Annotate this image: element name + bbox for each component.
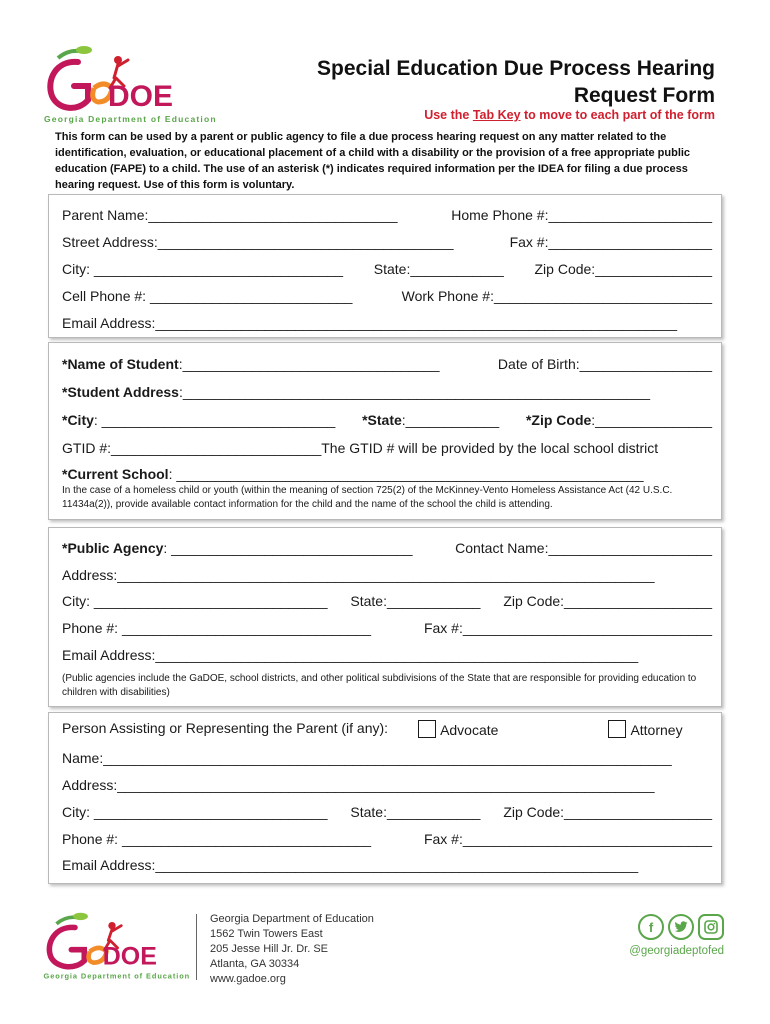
- date-of-birth-field[interactable]: Date of Birth:_________________: [497, 356, 712, 372]
- student-row-3: [62, 412, 712, 428]
- assistant-heading: Person Assisting or Representing the Parent (if any):: [62, 720, 389, 736]
- home-phone-field[interactable]: Home Phone #:_____________________: [451, 207, 712, 223]
- assistant-phone-field[interactable]: Phone #: ________________________________: [62, 831, 372, 847]
- assistant-city-field[interactable]: City: ______________________________: [62, 804, 328, 820]
- footer-divider: [196, 914, 197, 980]
- parent-name-field[interactable]: Parent Name:________________________________: [62, 207, 398, 223]
- assistant-row-4: [62, 804, 712, 820]
- email-field[interactable]: Email Address:___________________________________________________________________: [62, 315, 678, 331]
- gtid-field[interactable]: GTID #:___________________________The GTID # will be provided by the local school district: [62, 440, 659, 456]
- agency-zip-field[interactable]: Zip Code:___________________: [503, 593, 712, 609]
- assistant-address-field[interactable]: Address:_____________________________________________________________________: [62, 777, 655, 793]
- gadoe-footer-logo: [38, 908, 191, 984]
- assistant-row-2: [62, 750, 712, 766]
- public-agency-note: (Public agencies include the GaDOE, school districts, and other political subdivisions of the State that are responsible for providing education to children with disabilities): [62, 673, 697, 698]
- public-agency-field[interactable]: *Public Agency: _______________________________: [62, 540, 413, 556]
- facebook-icon[interactable]: f: [638, 914, 664, 940]
- assistant-row-3: [62, 777, 712, 793]
- parent-row-5: [62, 315, 712, 331]
- student-state-field[interactable]: *State:____________: [362, 412, 500, 428]
- intro-paragraph: This form can be used by a parent or public agency to file a due process hearing request on any matter related to the identification, evaluation, or educational placement of a child with a disability or the provision of a free appropriate public education (FAPE) to a child. The use of an asterisk (*) indicates required information per the IDEA for filing a due process hearing request. Use of this form is voluntary.: [55, 131, 691, 191]
- student-city-field[interactable]: *City: ______________________________: [62, 412, 336, 428]
- assistant-state-field[interactable]: State:____________: [350, 804, 481, 820]
- tab-key-hint: Use the Tab Key to move to each part of the form: [424, 108, 715, 122]
- social-links: [638, 914, 724, 940]
- state-field[interactable]: State:____________: [373, 261, 504, 277]
- attorney-option[interactable]: Attorney: [608, 720, 682, 738]
- agency-city-field[interactable]: City: ______________________________: [62, 593, 328, 609]
- agency-row-1: [62, 540, 712, 556]
- gadoe-logo: [38, 40, 217, 130]
- instagram-icon[interactable]: [698, 914, 724, 940]
- student-address-field[interactable]: *Student Address:____________________________________________________________: [62, 384, 651, 400]
- assistant-email-field[interactable]: Email Address:______________________________________________________________: [62, 857, 639, 873]
- agency-address-field[interactable]: Address:_____________________________________________________________________: [62, 567, 655, 583]
- social-handle[interactable]: @georgiadeptofed: [629, 945, 724, 957]
- homeless-note: In the case of a homeless child or youth (within the meaning of section 725(2) of the McKinney-Vento Homeless Assistance Act (42 U.S.C. 11434a(2)), provide available contact information for the child and the name of the school the child is attending.: [62, 485, 673, 510]
- assistant-row-1: [62, 720, 712, 738]
- agency-state-field[interactable]: State:____________: [350, 593, 481, 609]
- parent-row-1: [62, 207, 712, 223]
- footer-address: Georgia Department of Education 1562 Twin Towers East 205 Jesse Hill Jr. Dr. SE Atlanta, GA 30334 www.gadoe.org: [210, 913, 374, 985]
- parent-row-4: [62, 288, 712, 304]
- cell-phone-field[interactable]: Cell Phone #: __________________________: [62, 288, 353, 304]
- student-row-5: [62, 466, 712, 482]
- contact-name-field[interactable]: Contact Name:_____________________: [455, 540, 712, 556]
- agency-row-4: [62, 620, 712, 636]
- street-address-field[interactable]: Street Address:______________________________________: [62, 234, 454, 250]
- city-field[interactable]: City: ________________________________: [62, 261, 344, 277]
- advocate-option[interactable]: Advocate: [418, 720, 498, 738]
- current-school-field[interactable]: *Current School: ____________________________________________________________: [62, 466, 644, 482]
- svg-text:DOE: DOE: [102, 942, 157, 971]
- student-row-4: [62, 440, 712, 456]
- form-title: Special Education Due Process Hearing Request Form: [317, 57, 715, 107]
- student-row-2: [62, 384, 712, 400]
- assistant-fax-field[interactable]: Fax #:________________________________: [423, 831, 712, 847]
- student-name-field[interactable]: *Name of Student:_________________________________: [62, 356, 440, 372]
- assistant-row-6: [62, 857, 712, 873]
- advocate-checkbox[interactable]: [418, 720, 436, 738]
- agency-fax-field[interactable]: Fax #:________________________________: [423, 620, 712, 636]
- svg-text:Georgia Department of Educatio: Georgia Department of Education: [43, 971, 191, 981]
- student-zip-field[interactable]: *Zip Code:_______________: [525, 412, 712, 428]
- agency-row-3: [62, 593, 712, 609]
- work-phone-field[interactable]: Work Phone #:____________________________: [401, 288, 712, 304]
- assistant-row-5: [62, 831, 712, 847]
- agency-phone-field[interactable]: Phone #: ________________________________: [62, 620, 372, 636]
- student-row-1: [62, 356, 712, 372]
- assistant-name-field[interactable]: Name:_________________________________________________________________________: [62, 750, 672, 766]
- zip-field[interactable]: Zip Code:_______________: [534, 261, 712, 277]
- website-link[interactable]: www.gadoe.org: [210, 973, 286, 985]
- agency-row-2: [62, 567, 712, 583]
- agency-email-field[interactable]: Email Address:______________________________________________________________: [62, 647, 639, 663]
- attorney-checkbox[interactable]: [608, 720, 626, 738]
- twitter-icon[interactable]: [668, 914, 694, 940]
- parent-row-3: [62, 261, 712, 277]
- assistant-zip-field[interactable]: Zip Code:___________________: [503, 804, 712, 820]
- agency-row-5: [62, 647, 712, 663]
- svg-text:Georgia Department of Educatio: Georgia Department of Education: [44, 114, 217, 124]
- parent-row-2: [62, 234, 712, 250]
- svg-text:DOE: DOE: [108, 80, 174, 113]
- fax-field[interactable]: Fax #:_____________________: [509, 234, 712, 250]
